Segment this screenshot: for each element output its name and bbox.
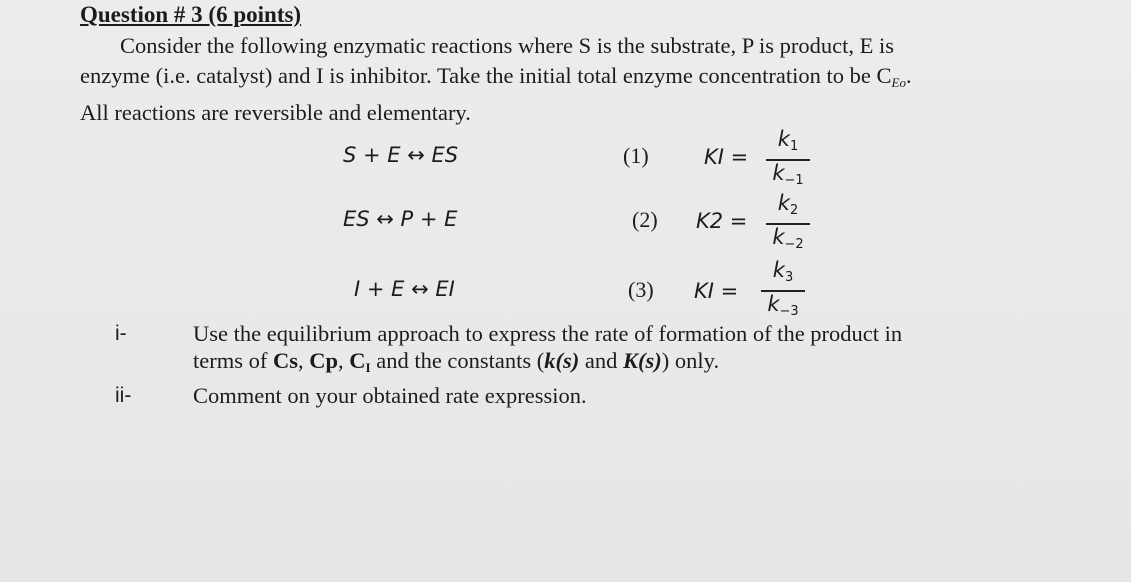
question-title: Question # 3 (6 points) — [80, 2, 302, 27]
reaction-1-k-numerator: $k_1$ — [777, 127, 799, 154]
reaction-1-equation: S + E ↔ ES — [343, 143, 459, 167]
item-ii-text: Comment on your obtained rate expression. — [193, 383, 587, 408]
reaction-3-equation: I + E ↔ EI — [354, 277, 455, 301]
item-ii-label: ii- — [115, 384, 132, 407]
intro-line-2: enzyme (i.e. catalyst) and I is inhibitor. Take the initial total enzyme concentration to be $C_{Eo}$. — [80, 63, 912, 90]
reaction-3-k-numerator: $k_3$ — [772, 258, 794, 285]
reaction-1-k-denominator: $k_{-1}$ — [772, 160, 804, 188]
reaction-2-equation: ES ↔ P + E — [343, 207, 458, 231]
reaction-1-k-fraction — [766, 127, 810, 193]
reaction-3-k-denominator: $k_{-3}$ — [767, 291, 799, 319]
reaction-3-k-label: KI = — [694, 279, 739, 303]
reaction-3-k-fraction — [761, 258, 805, 324]
intro-line-1: Consider the following enzymatic reactions where S is the substrate, P is product, E is — [120, 33, 895, 58]
reaction-1-number: (1) — [623, 143, 649, 168]
reaction-2-k-fraction — [766, 191, 810, 257]
question-intro — [80, 31, 1095, 128]
reaction-1-k-label: KI = — [704, 145, 749, 169]
item-i-label: i- — [115, 322, 127, 345]
item-i-line-2: terms of Cs, Cp, $C_I$ and the constants (k(s) and K(s)) only. — [193, 348, 720, 375]
reaction-2-k-numerator: $k_2$ — [777, 191, 799, 218]
reaction-3-number: (3) — [628, 277, 654, 302]
reaction-2-k-label: K2 = — [696, 209, 748, 233]
reaction-2-number: (2) — [632, 207, 658, 232]
item-i-line-1: Use the equilibrium approach to express the rate of formation of the product in — [193, 321, 903, 346]
intro-line-3: All reactions are reversible and elementary. — [80, 100, 471, 125]
item-i-text — [193, 320, 1098, 381]
ceo-subscript: Eo — [891, 75, 906, 90]
reaction-2-k-denominator: $k_{-2}$ — [772, 224, 804, 252]
